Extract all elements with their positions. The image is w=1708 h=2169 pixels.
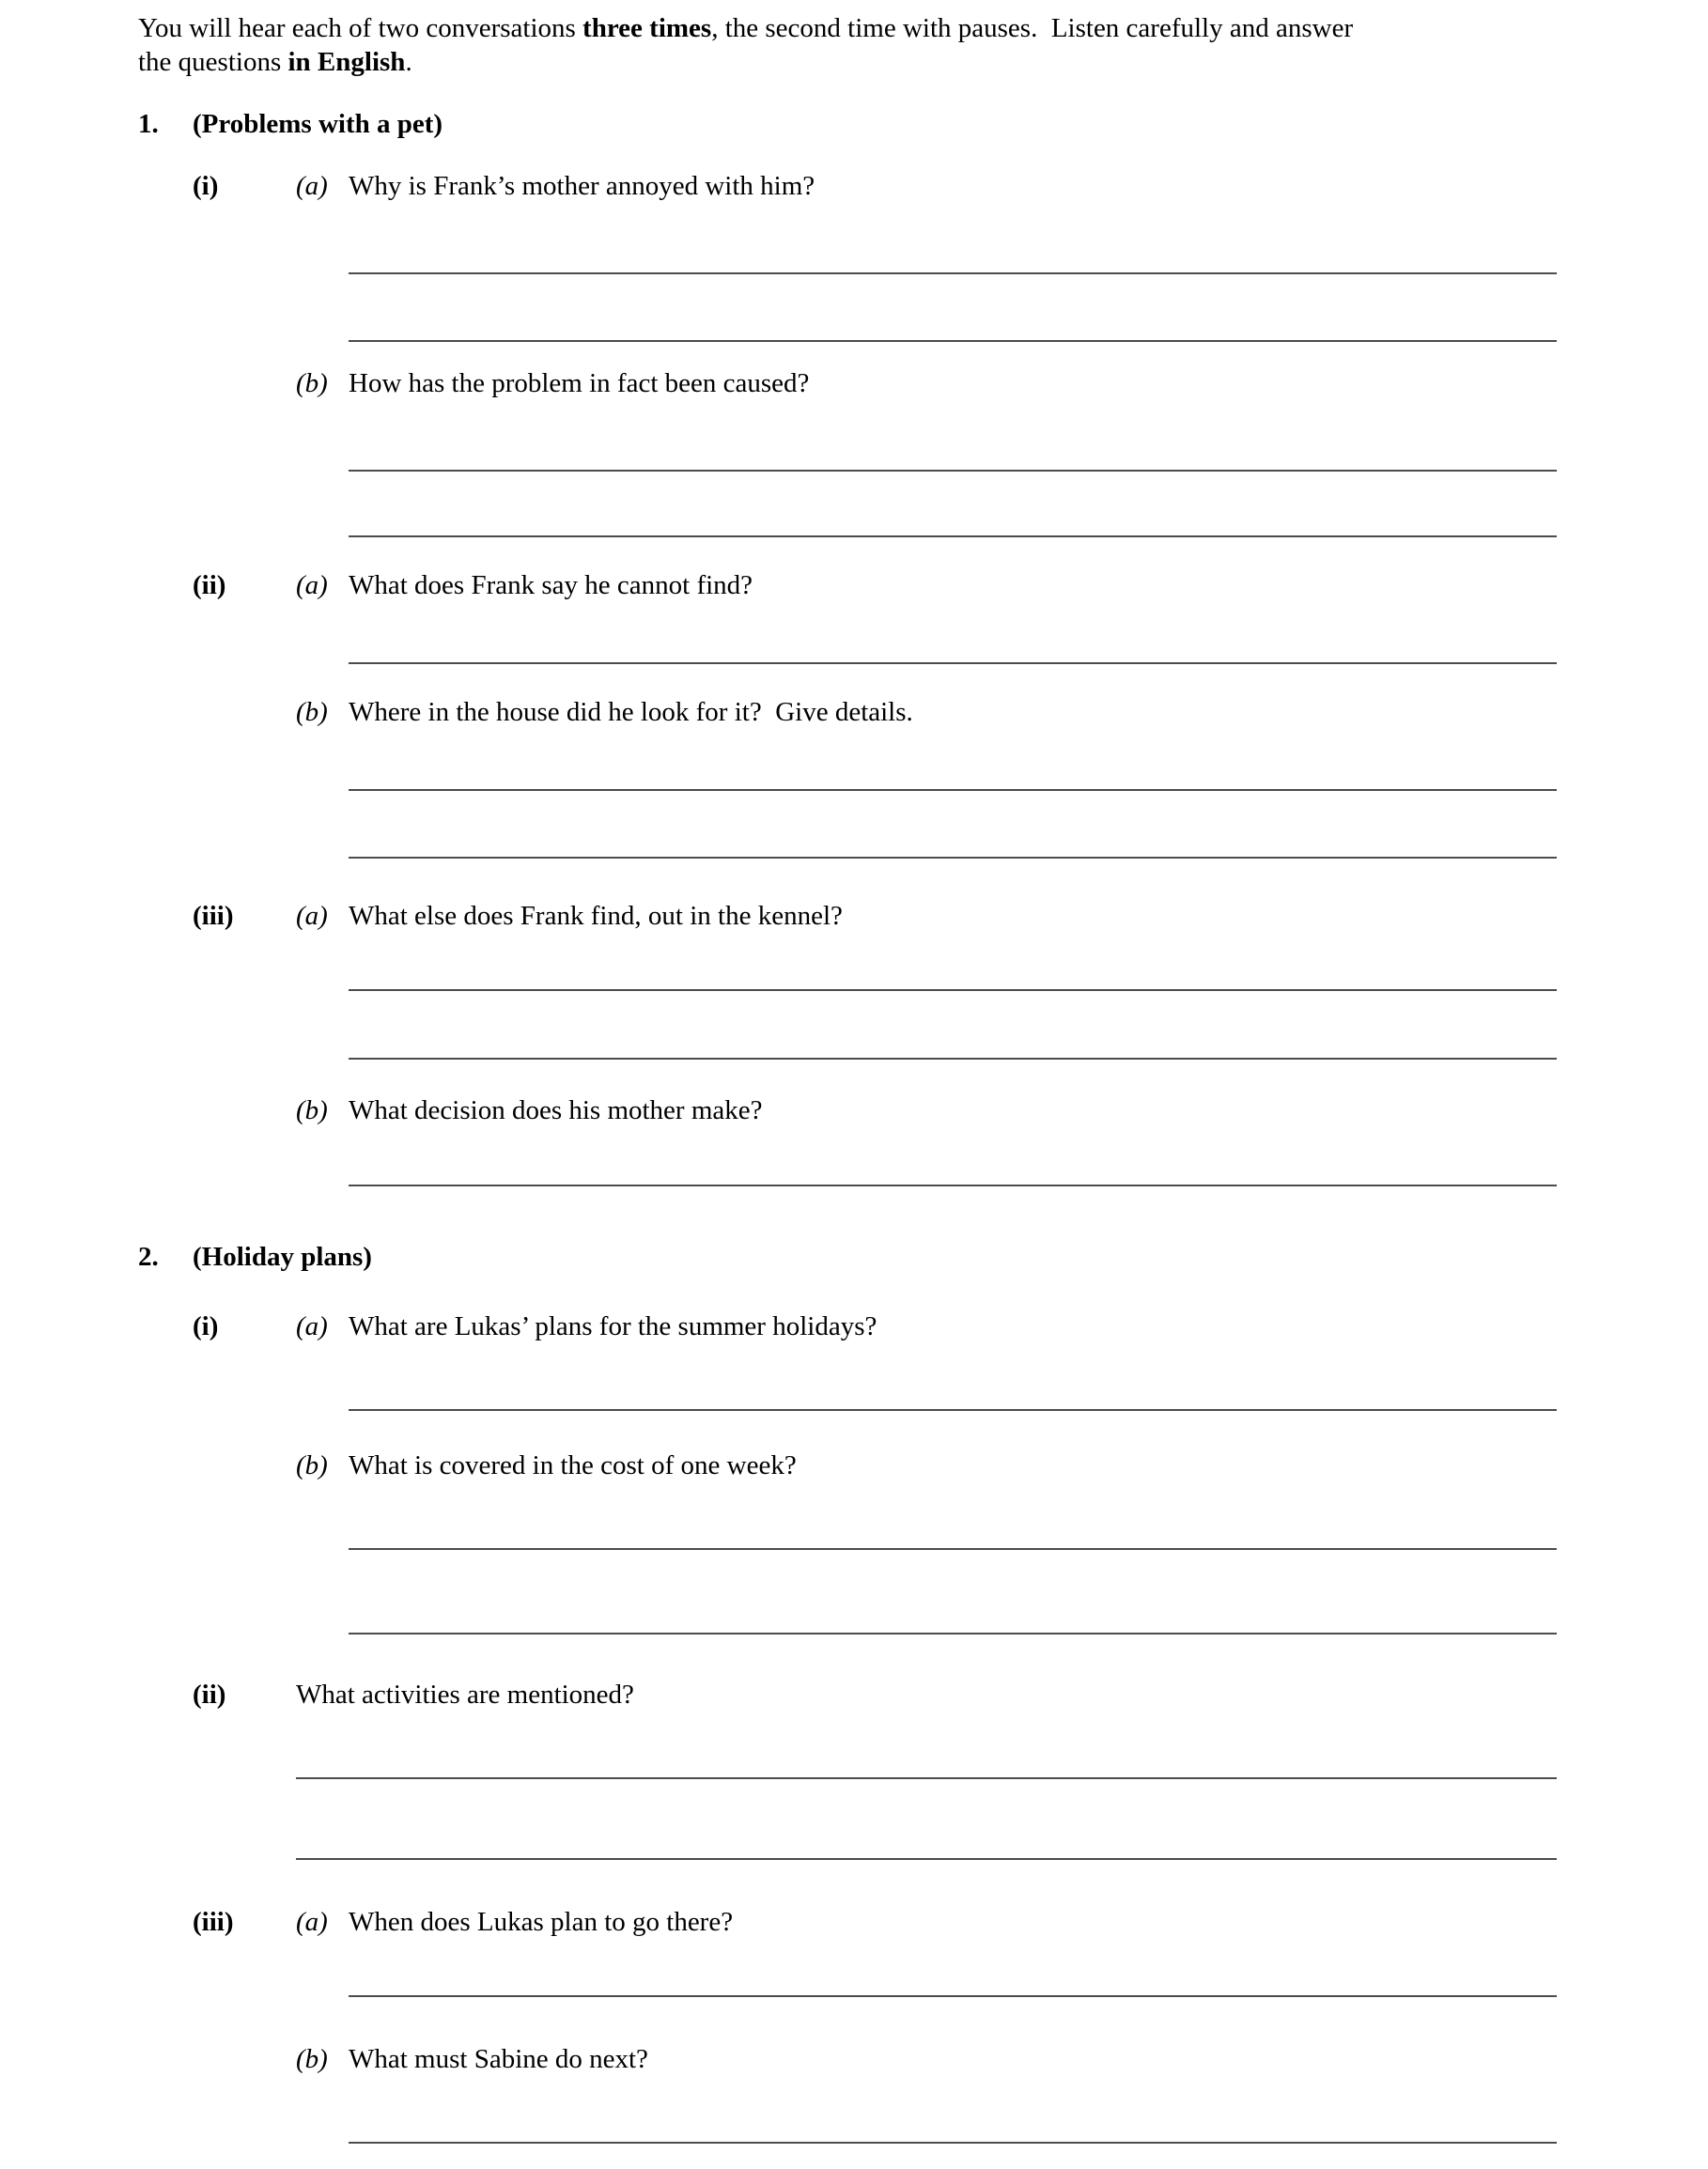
section-title: (Problems with a pet) (193, 109, 443, 139)
answer-line (349, 1995, 1557, 1997)
item-roman: (i) (193, 1311, 219, 1341)
question-text: What does Frank say he cannot find? (349, 570, 753, 600)
item-roman: (ii) (193, 570, 226, 600)
question-text: What decision does his mother make? (349, 1095, 763, 1125)
answer-line (349, 989, 1557, 991)
question-letter: (b) (296, 368, 328, 398)
question-letter: (b) (296, 1450, 328, 1480)
answer-line (349, 662, 1557, 664)
question-text: When does Lukas plan to go there? (349, 1907, 734, 1937)
question-letter: (a) (296, 570, 328, 600)
section-number: 1. (138, 109, 159, 139)
intro-text: the questions (138, 47, 288, 77)
item-roman: (ii) (193, 1680, 226, 1710)
question-row-2-ii (138, 1678, 1557, 1712)
question-text: What is covered in the cost of one week? (349, 1450, 797, 1480)
question-letter: (a) (296, 1907, 328, 1937)
answer-line (349, 1058, 1557, 1060)
answer-line (349, 1185, 1557, 1186)
question-row-2-i-a (138, 1309, 1557, 1343)
section-2-heading (138, 1240, 1557, 1274)
question-row-2-i-b (138, 1449, 1557, 1482)
answer-line (349, 340, 1557, 342)
question-letter: (b) (296, 697, 328, 727)
question-text: What are Lukas’ plans for the summer holidays? (349, 1311, 877, 1341)
answer-line (349, 470, 1557, 472)
answer-line (349, 1409, 1557, 1411)
answer-line (349, 789, 1557, 791)
answer-line (349, 535, 1557, 537)
intro-bold-three-times: three times (582, 13, 712, 43)
answer-line (296, 1858, 1557, 1860)
question-row-2-iii-b (138, 2042, 1557, 2076)
section-number: 2. (138, 1242, 159, 1272)
question-row-1-ii-a (138, 568, 1557, 602)
section-title: (Holiday plans) (193, 1242, 372, 1272)
intro-text: , the second time with pauses. Listen carefully and answer (711, 13, 1354, 43)
intro-bold-in-english: in English (287, 47, 406, 77)
question-text: What must Sabine do next? (349, 2044, 648, 2074)
question-row-2-iii-a (138, 1905, 1557, 1939)
answer-line (349, 857, 1557, 859)
question-letter: (b) (296, 1095, 328, 1125)
item-roman: (iii) (193, 901, 234, 931)
item-roman: (iii) (193, 1907, 234, 1937)
intro-text: . (405, 47, 412, 77)
answer-line (349, 272, 1557, 274)
question-row-1-iii-a (138, 899, 1557, 933)
question-text: What activities are mentioned? (296, 1680, 634, 1710)
question-letter: (a) (296, 901, 328, 931)
question-row-1-ii-b (138, 695, 1557, 729)
question-row-1-i-a (138, 169, 1557, 203)
intro-text: You will hear each of two conversations (138, 13, 583, 43)
answer-line (349, 1633, 1557, 1634)
question-text: What else does Frank find, out in the kennel? (349, 901, 843, 931)
question-text: Why is Frank’s mother annoyed with him? (349, 171, 815, 201)
section-1-heading (138, 107, 1557, 141)
answer-line (296, 1777, 1557, 1779)
question-text: Where in the house did he look for it? Give details. (349, 697, 913, 727)
answer-line (349, 1548, 1557, 1550)
question-row-1-iii-b (138, 1093, 1557, 1127)
question-letter: (a) (296, 1311, 328, 1341)
question-letter: (b) (296, 2044, 328, 2074)
item-roman: (i) (193, 171, 219, 201)
question-row-1-i-b (138, 366, 1557, 400)
question-text: How has the problem in fact been caused? (349, 368, 810, 398)
answer-line (349, 2142, 1557, 2144)
instructions-paragraph (138, 11, 1557, 79)
question-letter: (a) (296, 171, 328, 201)
